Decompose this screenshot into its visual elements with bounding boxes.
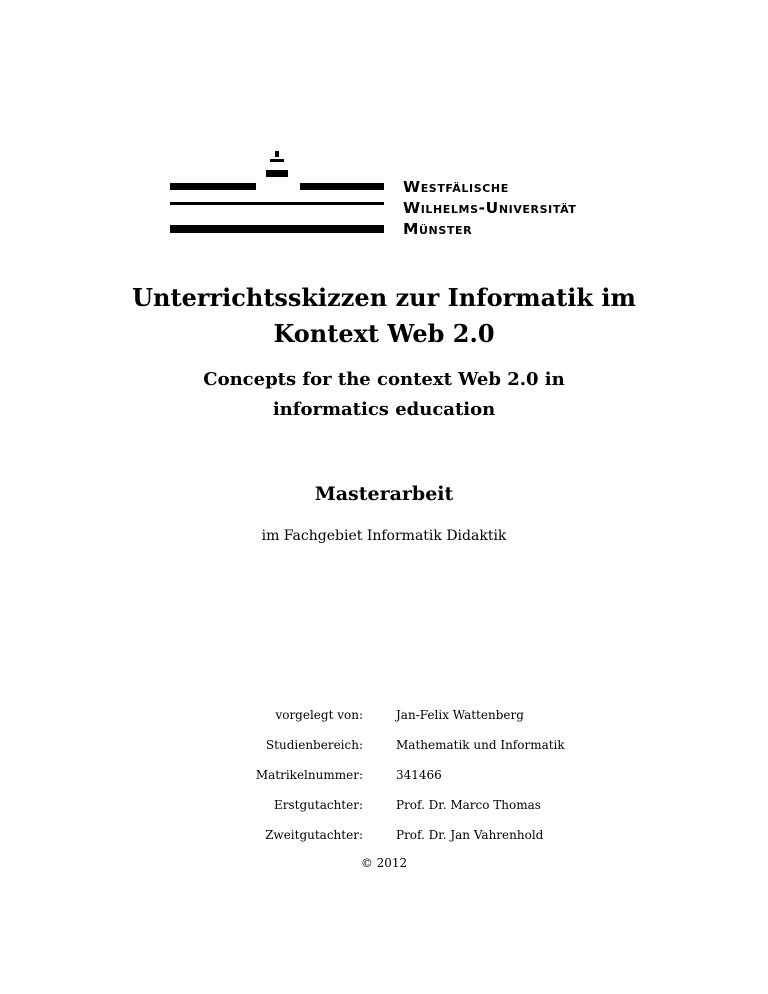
details-label: Zweitgutachter: [265, 828, 363, 842]
thesis-subtitle [0, 365, 768, 425]
details-row [0, 707, 768, 737]
thesis-title [0, 280, 768, 352]
details-row [0, 767, 768, 797]
details-value: Prof. Dr. Jan Vahrenhold [396, 828, 544, 842]
university-name-line-2: Wilhelms-Universität [403, 199, 577, 217]
details-value: 341466 [396, 768, 442, 782]
subject-field: im Fachgebiet Informatik Didaktik [261, 528, 507, 544]
copyright-notice: © 2012 [360, 856, 408, 870]
details-value: Prof. Dr. Marco Thomas [396, 798, 541, 812]
thesis-subtitle-line-1: Concepts for the context Web 2.0 in [203, 369, 565, 390]
university-name-line-1: Westfälische [403, 178, 509, 196]
details-value: Mathematik und Informatik [396, 738, 565, 752]
details-label: Studienbereich: [265, 738, 363, 752]
details-label: Matrikelnummer: [255, 768, 363, 782]
thesis-title-line-2: Kontext Web 2.0 [273, 319, 495, 348]
thesis-title-line-1: Unterrichtsskizzen zur Informatik im [132, 283, 636, 312]
thesis-type: Masterarbeit [314, 483, 454, 505]
thesis-subtitle-line-2: informatics education [272, 399, 496, 420]
details-table [0, 707, 768, 857]
details-row [0, 737, 768, 767]
details-row [0, 827, 768, 857]
university-logo-mark [0, 0, 768, 260]
university-name [403, 177, 576, 240]
details-row [0, 797, 768, 827]
details-label: Erstgutachter: [273, 798, 363, 812]
details-value: Jan-Felix Wattenberg [396, 708, 524, 722]
university-name-line-3: Münster [403, 220, 473, 238]
university-logo [0, 0, 768, 260]
details-label: vorgelegt von: [275, 708, 363, 722]
